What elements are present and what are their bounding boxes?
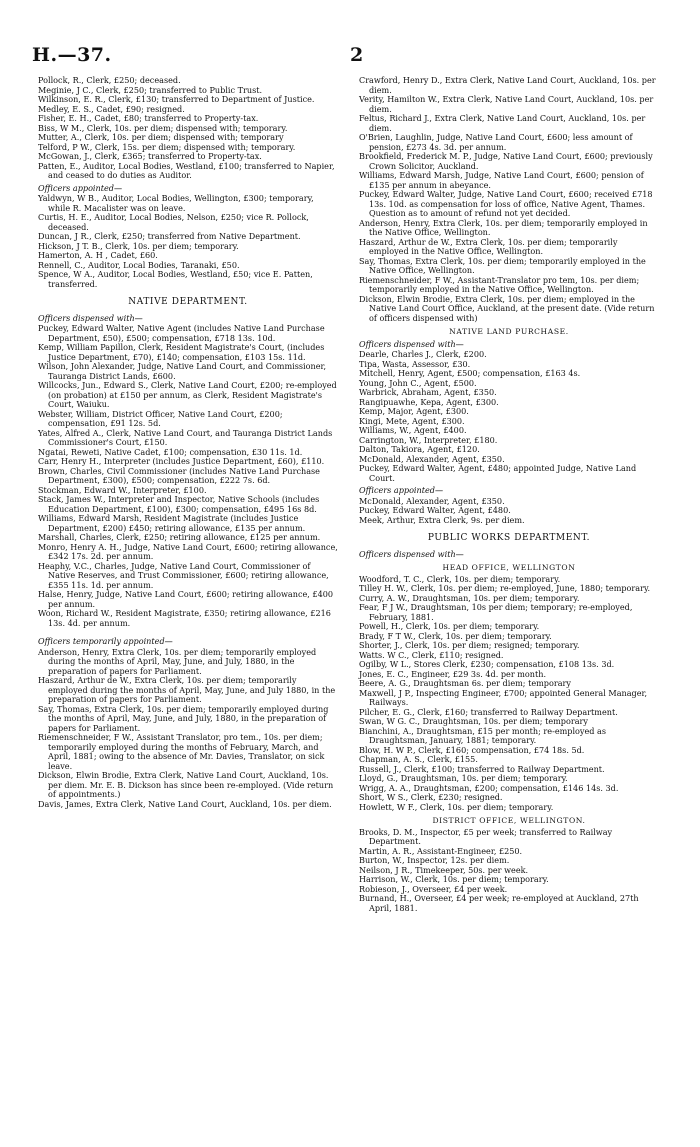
record-entry: Fisher, E. H., Cadet, £80; transferred to Property-tax.	[38, 113, 259, 123]
record-entry: Dearle, Charles J., Clerk, £200.	[359, 349, 487, 359]
native-dispensed-heading: Officers dispensed with—	[38, 312, 143, 323]
native-land-purchase-title: NATIVE LAND PURCHASE.	[449, 327, 569, 336]
record-entry: Webster, William, District Officer, Native Land Court, £200; compensation, £91 12s. 5d.	[38, 408, 283, 428]
native-dispensed-entries	[38, 324, 338, 628]
record-entry: Shorter, J., Clerk, 10s. per diem; resigned; temporary.	[359, 640, 580, 650]
record-entry: McGowan, J., Clerk, £365; transferred to Property-tax.	[38, 151, 262, 161]
record-entry: Robieson, J., Overseer, £4 per week.	[359, 883, 508, 894]
left-column	[38, 76, 338, 809]
record-entry: Telford, P W., Clerk, 15s. per diem; dispensed with; temporary.	[38, 141, 296, 152]
record-entry: Bianchini, A., Draughtsman, £15 per month; re-employed as Draughtsman, January, 1881; temporary.	[359, 725, 607, 745]
record-entry: Blow, H. W P., Clerk, £160; compensation, £74 18s. 5d.	[359, 744, 585, 755]
record-entry: Willcocks, Jun., Edward S., Clerk, Native Land Court, £200; re-employed (on probation) at £150 per annum, as Clerk, Resident Magistrate's Court, Waiuku.	[38, 380, 337, 409]
record-entry: Riemenschneider, F W., Assistant Translator, pro tem., 10s. per diem; temporarily employed during the months of February, March, and April, 1881; owing to the absence of Mr. Davies, Translator, on sick leave.	[38, 732, 325, 771]
record-entry: McDonald, Alexander, Agent, £350.	[359, 495, 505, 506]
left-top-entries	[38, 76, 338, 181]
record-entry: McDonald, Alexander, Agent, £350.	[359, 453, 505, 464]
record-entry: Williams, Edward Marsh, Judge, Native Land Court, £600; pension of £135 per annum in abeyance.	[359, 170, 644, 190]
record-entry: Lloyd, G., Draughtsman, 10s. per diem; temporary.	[359, 773, 568, 783]
officers-appointed-heading: Officers appointed—	[38, 182, 123, 193]
nlp-dispensed-heading: Officers dispensed with—	[359, 338, 464, 349]
record-entry: Meginie, J C., Clerk, £250; transferred to Public Trust.	[38, 84, 263, 95]
record-entry: Feltus, Richard J., Extra Clerk, Native Land Court, Auckland, 10s. per diem.	[359, 113, 646, 133]
record-entry: Crawford, Henry D., Extra Clerk, Native Land Court, Auckland, 10s. per diem.	[359, 75, 656, 95]
record-entry: Brookfield, Frederick M. P., Judge, Native Land Court, £600; previously Crown Solicitor, Auckland.	[359, 151, 653, 171]
record-entry: Tilley H. W., Clerk, 10s. per diem; re-employed, June, 1880; temporary.	[359, 583, 651, 593]
record-entry: Biss, W M., Clerk, 10s. per diem; dispensed with; temporary.	[38, 122, 288, 133]
native-temp-appointed-entries	[38, 648, 338, 810]
record-entry: Woon, Richard W., Resident Magistrate, £350; retiring allowance, £216 13s. 4d. per annum.	[38, 608, 331, 628]
record-entry: Neilson, J R., Timekeeper, 50s. per week.	[359, 864, 529, 875]
record-entry: Dickson, Elwin Brodie, Extra Clerk, Native Land Court, Auckland, 10s. per diem. Mr. E. B. Dickson has since been re-employed. (Vide return of appointments.)	[38, 770, 334, 799]
record-entry: Puckey, Edward Walter, Agent, £480; appointed Judge, Native Land Court.	[359, 463, 637, 483]
record-entry: Kingi, Mete, Agent, £300.	[359, 415, 465, 426]
record-entry: Jones, E. C., Engineer, £29 3s. 4d. per month.	[359, 668, 547, 679]
record-entry: Ogilby, W L., Stores Clerk, £230; compensation, £108 13s. 3d.	[359, 659, 615, 669]
record-entry: Spence, W A., Auditor, Local Bodies, Westland, £50; vice E. Patten, transferred.	[38, 269, 313, 289]
record-entry: Pollock, R., Clerk, £250; deceased.	[38, 75, 181, 85]
record-entry: Meek, Arthur, Extra Clerk, 9s. per diem.	[359, 514, 525, 525]
record-entry: Hickson, J T. B., Clerk, 10s. per diem; temporary.	[38, 240, 239, 251]
record-entry: Dalton, Takiora, Agent, £120.	[359, 444, 480, 454]
right-column	[359, 76, 659, 913]
record-entry: Haszard, Arthur de W., Extra Clerk, 10s. per diem; temporarily employed in the Native Office, Wellington.	[359, 236, 618, 256]
left-appointed-entries	[38, 194, 338, 289]
head-office-entries	[359, 575, 659, 813]
record-entry: Pilcher, E. G., Clerk, £160; transferred to Railway Department.	[359, 706, 618, 717]
record-entry: Burnand, H., Overseer, £4 per week; re-employed at Auckland, 27th April, 1881.	[359, 893, 639, 913]
record-entry: Yaldwyn, W B., Auditor, Local Bodies, Wellington, £300; temporary, while R. Macalister was on leave.	[38, 193, 314, 213]
record-entry: Marshall, Charles, Clerk, £250; retiring allowance, £125 per annum.	[38, 532, 321, 542]
record-entry: Maxwell, J P., Inspecting Engineer, £700; appointed General Manager, Railways.	[359, 687, 648, 707]
native-temp-appointed-heading: Officers temporarily appointed—	[38, 636, 173, 646]
pw-dispensed-heading: Officers dispensed with—	[359, 548, 464, 559]
record-entry: Fear, F J W., Draughtsman, 10s per diem; temporary; re-employed, February, 1881.	[359, 602, 633, 622]
record-entry: Harrison, W., Clerk, 10s. per diem; temporary.	[359, 874, 549, 884]
record-entry: Brown, Charles, Civil Commissioner (includes Native Land Purchase Department, £300), £500; compensation, £222 7s. 6d.	[38, 465, 320, 485]
record-entry: Riemenschneider, F W., Assistant-Translator pro tem, 10s. per diem; temporarily employed in the Native Office, Wellington.	[359, 274, 640, 294]
record-entry: Carr, Henry H., Interpreter (includes Justice Department, £60), £110.	[38, 456, 325, 466]
record-entry: Curry, A. W., Draughtsman, 10s. per diem; temporary.	[359, 592, 580, 603]
public-works-title: PUBLIC WORKS DEPARTMENT.	[427, 533, 591, 543]
record-entry: Woodford, T. C., Clerk, 10s. per diem; temporary.	[359, 573, 561, 584]
record-entry: Brooks, D. M., Inspector, £5 per week; transferred to Railway Department.	[359, 826, 613, 846]
record-entry: Haszard, Arthur de W., Extra Clerk, 10s. per diem; temporarily employed during the months of April, May, June, and July 1880, in the preparation of papers for Parliament.	[38, 675, 336, 704]
record-entry: Yates, Alfred A., Clerk, Native Land Court, and Tauranga District Lands Commissioner's Court, £150.	[38, 427, 333, 447]
right-top-entries	[359, 76, 659, 323]
record-entry: Tipa, Wasta, Assessor, £30.	[359, 358, 471, 369]
record-entry: Carrington, W., Interpreter, £180.	[359, 434, 498, 445]
record-entry: Davis, James, Extra Clerk, Native Land Court, Auckland, 10s. per diem.	[38, 798, 332, 809]
record-entry: Wilkinson, E. R., Clerk, £130; transferred to Department of Justice.	[38, 94, 315, 104]
record-entry: Duncan, J R., Clerk, £250; transferred from Native Department.	[38, 231, 301, 241]
record-entry: Mutter, A., Clerk, 10s. per diem; dispensed with; temporary	[38, 132, 284, 142]
head-office-title: HEAD OFFICE, WELLINGTON	[442, 563, 576, 572]
record-entry: Halse, Henry, Judge, Native Land Court, £600; retiring allowance, £400 per annum.	[38, 589, 334, 609]
record-entry: Powell, H., Clerk, 10s. per diem; temporary.	[359, 621, 540, 631]
record-entry: Wilson, John Alexander, Judge, Native Land Court, and Commissioner, Tauranga District Lands, £600.	[38, 361, 327, 381]
record-entry: Puckey, Edward Walter, Native Agent (includes Native Land Purchase Department, £50), £500; compensation, £718 13s. 10d.	[38, 323, 325, 343]
record-entry: Verity, Hamilton W., Extra Clerk, Native Land Court, Auckland, 10s. per diem.	[359, 94, 654, 114]
record-entry: Swan, W G. C., Draughtsman, 10s. per diem; temporary	[359, 716, 588, 726]
district-office-title: DISTRICT OFFICE, WELLINGTON.	[432, 816, 586, 825]
record-entry: Chapman, A. S., Clerk, £155.	[359, 754, 478, 764]
record-entry: Hamerton, A. H , Cadet, £60.	[38, 250, 158, 260]
record-entry: Anderson, Henry, Extra Clerk, 10s. per diem; temporarily employed in the Native Office, Wellington.	[359, 217, 648, 237]
record-entry: Mitchell, Henry, Agent, £500; compensation, £163 4s.	[359, 368, 581, 378]
record-entry: Kemp, Major, Agent, £300.	[359, 406, 469, 416]
record-entry: Medley, E. S., Cadet, £90; resigned.	[38, 103, 185, 114]
nlp-dispensed-entries	[359, 350, 659, 483]
record-entry: Curtis, H. E., Auditor, Local Bodies, Nelson, £250; vice R. Pollock, deceased.	[38, 212, 309, 232]
record-entry: Howlett, W F., Clerk, 10s. per diem; temporary.	[359, 801, 554, 812]
record-entry: Williams, W., Agent, £400.	[359, 425, 467, 435]
district-office-entries	[359, 828, 659, 914]
page-header	[32, 44, 668, 70]
record-entry: Stack, James W., Interpreter and Inspector, Native Schools (includes Education Department, £100), £300; compensation, £495 16s 8d.	[38, 494, 320, 514]
record-entry: Martin, A. R., Assistant-Engineer, £250.	[359, 845, 523, 856]
record-entry: Monro, Henry A. H., Judge, Native Land Court, £600; retiring allowance, £342 17s. 2d. per annum.	[38, 541, 338, 561]
record-entry: Young, John C., Agent, £500.	[359, 377, 477, 388]
record-entry: Ngatai, Reweti, Native Cadet, £100; compensation, £30 11s. 1d.	[38, 446, 303, 457]
record-entry: Say, Thomas, Extra Clerk, 10s. per diem; temporarily employed in the Native Office, Wellington.	[359, 255, 646, 275]
record-entry: Burton, W., Inspector, 12s. per diem.	[359, 855, 510, 865]
record-entry: Puckey, Edward Walter, Agent, £480.	[359, 505, 511, 515]
page-number: 2	[350, 44, 364, 66]
document-reference: H.—37.	[32, 44, 112, 66]
record-entry: Brady, F T W., Clerk, 10s. per diem; temporary.	[359, 630, 552, 641]
record-entry: Dickson, Elwin Brodie, Extra Clerk, 10s. per diem; employed in the Native Land Court Office, Auckland, at the present date. (Vide return of officers dispensed with)	[359, 293, 655, 323]
record-entry: Warbrick, Abraham, Agent, £350.	[359, 387, 497, 397]
nlp-appointed-entries	[359, 497, 659, 526]
record-entry: Stockman, Edward W., Interpreter, £100.	[38, 484, 207, 495]
record-entry: Anderson, Henry, Extra Clerk, 10s. per diem; temporarily employed during the months of April, May, June, and July, 1880, in the preparation of papers for Parliament.	[38, 646, 317, 676]
record-entry: Say, Thomas, Extra Clerk, 10s. per diem; temporarily employed during the months of April, May, June, and July, 1880, in the preparation of papers for Parliament.	[38, 703, 329, 733]
record-entry: Puckey, Edward Walter, Judge, Native Land Court, £600; received £718 13s. 10d. as compensation for loss of office, Native Agent, Thames. Question as to amount of refund not yet decided.	[359, 189, 653, 218]
record-entry: Williams, Edward Marsh, Resident Magistrate (includes Justice Department, £200) £450; retiring allowance, £135 per annum.	[38, 513, 306, 533]
record-entry: Heaphy, V.C., Charles, Judge, Native Land Court, Commissioner of Native Reserves, and Trust Commissioner, £600; retiring allowance, £355 11s. 1d. per annum.	[38, 560, 329, 590]
record-entry: Kemp, William Papillon, Clerk, Resident Magistrate's Court, (includes Justice Department, £70), £140; compensation, £103 15s. 11d.	[38, 342, 325, 362]
record-entry: Watts. W C., Clerk, £110; resigned.	[359, 649, 504, 660]
record-entry: Russell, J., Clerk, £100; transferred to Railway Department.	[359, 763, 605, 774]
record-entry: Short, W S., Clerk, £230; resigned.	[359, 792, 503, 802]
nlp-appointed-heading: Officers appointed—	[359, 485, 444, 495]
record-entry: Patten, E., Auditor, Local Bodies, Westland, £100; transferred to Napier, and ceased to do duties as Auditor.	[38, 160, 335, 180]
record-entry: Wrigg, A. A., Draughtsman, £200; compensation, £146 14s. 3d.	[359, 782, 619, 793]
native-department-title: NATIVE DEPARTMENT.	[128, 297, 248, 307]
record-entry: Beere, A. G., Draughtsman 6s. per diem; temporary	[359, 678, 572, 688]
record-entry: Rennell, C., Auditor, Local Bodies, Taranaki, £50.	[38, 259, 240, 270]
record-entry: Rangipuawhe, Kepa, Agent, £300.	[359, 396, 499, 407]
record-entry: O'Brien, Laughlin, Judge, Native Land Court, £600; less amount of pension, £273 4s. 3d. per annum.	[359, 132, 633, 152]
